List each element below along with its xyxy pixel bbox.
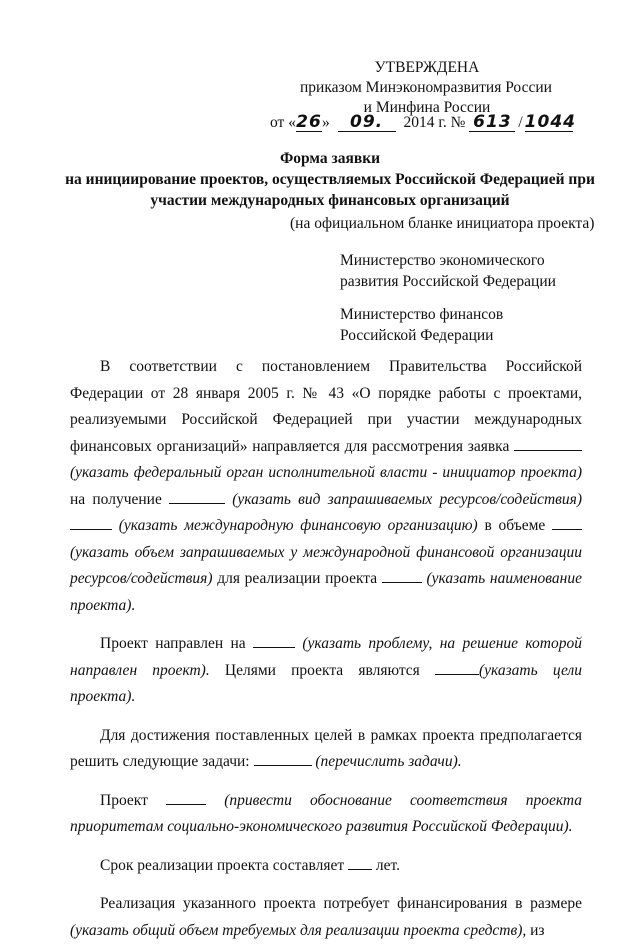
- instruction-segment: (указать вид запрашиваемых ресурсов/содействия): [232, 490, 583, 508]
- approval-order-line: приказом Минэкономразвития России: [300, 79, 552, 96]
- handwritten-number-1: 613: [469, 113, 515, 132]
- addressee-line: Российской Федерации: [340, 327, 494, 344]
- instruction-segment: (указать наименование проекта).: [70, 570, 582, 614]
- form-title-line2: на инициирование проектов, осуществляемых Российской Федерацией при: [65, 171, 595, 188]
- blank-field: [70, 514, 112, 530]
- blank-field: [254, 750, 312, 766]
- text-segment: В соответствии с постановлением Правительства Российской Федерации от 28 января 2005 г. № 43 «О порядке работы с проектами, реализуемыми Российской Федерацией при участии международных финансовых организаций» направляется для рассмотрения заявка: [70, 358, 582, 455]
- blank-field: [552, 514, 582, 530]
- text-segment: Для достижения поставленных целей в рамках проекта предполагается решить следующие задачи:: [70, 726, 582, 770]
- instruction-segment: (указать объем запрашиваемых у международной финансовой организации ресурсов/содействия): [70, 543, 582, 587]
- text-segment: Проект: [100, 791, 148, 809]
- text-segment: Срок реализации проекта составляет: [100, 856, 345, 874]
- addressee-line: Министерство финансов: [340, 306, 504, 323]
- blank-field: [169, 488, 225, 504]
- blank-field: [348, 854, 372, 870]
- text-segment: для реализации проекта: [217, 570, 378, 587]
- paragraph-basis: [70, 354, 582, 619]
- text-segment: Целями проекта являются: [224, 661, 420, 679]
- approval-block: [300, 58, 550, 118]
- instruction-segment: (перечислить задачи).: [315, 753, 462, 770]
- blank-field: [514, 435, 582, 451]
- addressee-line: развития Российской Федерации: [340, 273, 556, 290]
- blank-field: [253, 632, 295, 648]
- form-title-line1: Форма заявки: [279, 150, 381, 167]
- paragraph-problem: [70, 631, 582, 711]
- instruction-segment: (указать проблему, на решение которой направлен проект).: [70, 635, 583, 679]
- text-segment: Проект направлен на: [100, 635, 246, 652]
- text-segment: лет.: [375, 856, 401, 874]
- year-and-number-label: 2014 г. №: [403, 114, 466, 131]
- date-prefix: от «: [270, 114, 296, 131]
- addressee-line: Министерство экономического: [340, 252, 545, 269]
- approval-ministries-line: и Минфина России: [363, 99, 491, 116]
- handwritten-number-2: 1044: [524, 112, 576, 132]
- handwritten-month: 09.: [338, 113, 396, 132]
- letterhead-note: (на официальном бланке инициатора проекта): [290, 215, 595, 232]
- approval-date-line: [270, 112, 576, 134]
- paragraph-justification: [70, 788, 582, 841]
- addressee-finance-ministry: [340, 304, 503, 346]
- application-body: [70, 354, 582, 944]
- instruction-segment: (привести обоснование соответствия проекта приоритетам социально-экономического развития Российской Федерации).: [70, 791, 583, 835]
- instruction-segment: (указать общий объем требуемых для реализации проекта средств),: [70, 921, 527, 939]
- text-segment: в объеме: [484, 517, 546, 534]
- addressee-economy-ministry: [340, 250, 556, 292]
- form-title-line3: участии международных финансовых организаций: [150, 192, 510, 209]
- instruction-segment: (указать международную финансовую организацию): [118, 517, 478, 534]
- blank-field: [382, 567, 422, 583]
- date-close: »: [321, 114, 330, 131]
- blank-field: [435, 659, 479, 675]
- paragraph-tasks: [70, 723, 582, 776]
- text-segment: Реализация указанного проекта потребует финансирования в размере: [100, 895, 582, 912]
- approval-heading: УТВЕРЖДЕНА: [374, 59, 480, 76]
- text-segment: из: [530, 921, 545, 939]
- instruction-segment: (указать федеральный орган исполнительной власти - инициатор проекта): [70, 464, 582, 481]
- text-segment: на получение: [70, 490, 162, 508]
- number-separator: /: [518, 114, 523, 131]
- handwritten-day: 26: [296, 112, 322, 132]
- blank-field: [166, 789, 206, 805]
- instruction-segment: (указать цели проекта).: [70, 661, 583, 705]
- paragraph-financing: [70, 891, 582, 944]
- paragraph-duration: [70, 853, 582, 880]
- form-title: [60, 148, 600, 211]
